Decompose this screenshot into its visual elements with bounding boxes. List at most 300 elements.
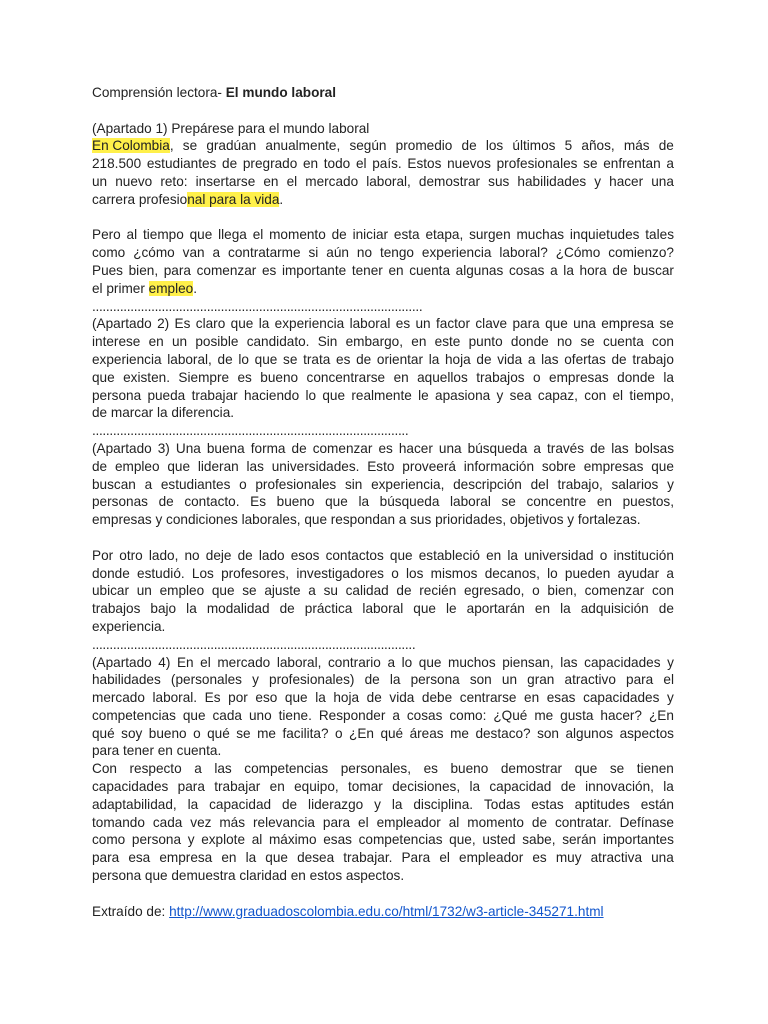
word: estudiantes <box>146 156 217 172</box>
word: laboral? <box>499 245 548 261</box>
document-body <box>92 120 674 885</box>
word: en <box>263 173 279 189</box>
word: la <box>507 547 518 563</box>
word: buscar <box>633 262 674 278</box>
word: explote <box>201 832 246 848</box>
word: al <box>448 814 460 830</box>
word: Pues <box>92 262 123 278</box>
word: de <box>476 351 492 367</box>
word: a <box>194 761 202 777</box>
word: haciendo <box>243 387 300 403</box>
word: aquellos <box>417 369 468 385</box>
word: la <box>187 796 199 812</box>
word: a <box>144 476 153 492</box>
word: de <box>92 458 108 474</box>
word: empresas <box>549 369 609 385</box>
word: un <box>501 672 518 688</box>
word: que <box>254 351 278 367</box>
word: (personales <box>170 672 242 688</box>
text-line <box>92 369 674 387</box>
word: vez <box>190 814 212 830</box>
word: promedio <box>395 138 453 154</box>
text-line: el primer empleo. <box>92 280 198 296</box>
word: lado <box>258 547 285 563</box>
word: mercado <box>305 173 359 189</box>
word: pueda <box>147 387 186 403</box>
word: como: <box>449 707 487 723</box>
word: y <box>594 173 602 189</box>
word: eso <box>255 690 278 706</box>
word: se <box>236 725 251 741</box>
word: adquisición <box>580 601 649 617</box>
word: bueno <box>260 369 299 385</box>
word: capacidades <box>92 779 169 795</box>
word: competencias <box>244 761 329 777</box>
word: que <box>413 601 436 617</box>
word: que <box>189 227 213 243</box>
word: es <box>336 351 351 367</box>
word: aptitudes <box>574 796 630 812</box>
word: experiencia, <box>371 476 445 492</box>
text-line <box>92 244 674 262</box>
word: trabajo <box>632 351 674 367</box>
word: hora <box>579 262 607 278</box>
text-line <box>92 155 674 173</box>
word: capacidades <box>584 654 661 670</box>
word: qué <box>207 725 230 741</box>
word: a <box>527 351 536 367</box>
word: 5 <box>564 138 573 154</box>
word: lo <box>305 387 317 403</box>
word: muy <box>555 850 582 866</box>
word: En <box>176 654 194 670</box>
word: gradúan <box>206 138 257 154</box>
word: donde <box>617 369 655 385</box>
word: de <box>237 547 253 563</box>
word: contratar. <box>554 814 612 830</box>
word: tengo <box>379 245 414 261</box>
blank-line <box>92 885 674 903</box>
text-line <box>92 831 674 849</box>
word: Con <box>92 761 117 777</box>
word: persona <box>131 832 182 848</box>
dotted-separator: ............................................................................................... <box>92 298 423 314</box>
text-line <box>92 493 674 511</box>
word: la <box>389 672 401 688</box>
word: qué <box>380 725 404 741</box>
word: trabajos <box>92 601 141 617</box>
word: personales, <box>340 761 411 777</box>
word: trabajos <box>476 369 525 385</box>
word: a <box>212 245 221 261</box>
word: bueno <box>276 494 315 510</box>
word: inquietudes <box>569 227 640 243</box>
text-line: (Apartado 1) Prepárese para el mundo laboral <box>92 120 370 136</box>
word: están <box>640 796 674 812</box>
word: Sin <box>317 334 338 350</box>
word: universidades. <box>271 458 360 474</box>
word: Pero <box>92 227 121 243</box>
word: embargo, <box>345 334 404 350</box>
word: insertarse <box>195 173 256 189</box>
word: del <box>530 476 549 492</box>
word: con <box>584 387 607 403</box>
word: personas <box>92 494 148 510</box>
word: esa <box>128 850 151 866</box>
word: vida <box>389 690 415 706</box>
word: tiene. <box>278 707 312 723</box>
word: proveerá <box>402 458 456 474</box>
highlighted-text: empleo <box>148 280 194 296</box>
word: o <box>335 725 343 741</box>
word: bueno <box>148 725 187 741</box>
text-line <box>92 671 674 689</box>
word: cada <box>212 707 242 723</box>
word: ubicar <box>92 583 130 599</box>
word: la <box>563 262 574 278</box>
word: con <box>651 583 674 599</box>
word: empleo <box>114 458 160 474</box>
word: que <box>211 583 235 599</box>
word: demostrar <box>500 761 563 777</box>
word: si <box>308 245 319 261</box>
word: Es <box>250 494 267 510</box>
word: los <box>406 565 424 581</box>
word: de <box>396 583 412 599</box>
word: pregrado <box>242 156 298 172</box>
word: de <box>461 138 477 154</box>
word: centrarse <box>459 690 517 706</box>
word: universidad <box>524 547 594 563</box>
word: se <box>182 138 198 154</box>
word: que <box>574 761 598 777</box>
word: cosas <box>508 262 545 278</box>
word: hacer <box>398 440 433 456</box>
word: Es <box>204 690 221 706</box>
word: es <box>395 316 411 332</box>
word: y <box>496 387 504 403</box>
word: (Apartado <box>92 440 152 456</box>
word: y <box>667 476 674 492</box>
word: que <box>651 458 674 474</box>
word: esas <box>546 690 576 706</box>
word: en <box>221 850 237 866</box>
word: últimos <box>512 138 556 154</box>
word: a <box>308 583 316 599</box>
word: clave <box>475 316 508 332</box>
word: son <box>537 725 559 741</box>
word: ofertas <box>564 351 606 367</box>
word: enfrentan <box>603 156 661 172</box>
word: la <box>315 690 326 706</box>
word: laboral, <box>167 351 212 367</box>
word: tomando <box>92 814 145 830</box>
word: cada <box>152 814 183 830</box>
word: tiempo <box>142 227 184 243</box>
word: a <box>387 654 396 670</box>
word: puestos, <box>622 494 674 510</box>
word: adaptabilidad, <box>92 796 177 812</box>
word: posible <box>195 334 239 350</box>
word: a <box>666 565 674 581</box>
word: decisiones, <box>392 779 461 795</box>
word: más <box>623 138 650 154</box>
word: de <box>356 351 372 367</box>
word: que <box>418 654 442 670</box>
word: debe <box>421 690 453 706</box>
word: hacer <box>609 173 644 189</box>
word: o <box>239 476 247 492</box>
word: calidad <box>345 583 389 599</box>
word: en <box>534 601 551 617</box>
word: lo <box>547 565 558 581</box>
text-line <box>92 600 674 618</box>
word: que <box>167 458 191 474</box>
word: de <box>658 138 674 154</box>
word: donde <box>510 334 549 350</box>
word: mercado <box>217 654 271 670</box>
text-line <box>92 262 674 280</box>
word: deje <box>205 547 232 563</box>
word: a <box>392 707 400 723</box>
source-link[interactable]: http://www.graduadoscolombia.edu.co/html/1732/w3-article-345271.html <box>169 903 604 919</box>
word: piensan, <box>502 654 554 670</box>
word: Por <box>92 547 114 563</box>
word: 3) <box>157 440 170 456</box>
word: interese <box>92 334 141 350</box>
word: profesionales) <box>269 672 355 688</box>
word: que <box>92 369 115 385</box>
word: trabajar. <box>343 850 393 866</box>
word: Responder <box>318 707 386 723</box>
word: descripción <box>453 476 522 492</box>
word: de <box>531 814 548 830</box>
word: según <box>349 138 387 154</box>
word: decanos, <box>484 565 540 581</box>
word: recién <box>419 583 457 599</box>
word: usted <box>482 832 516 848</box>
word: vida <box>497 351 523 367</box>
word: (Apartado <box>92 316 152 332</box>
word: contratarme <box>228 245 301 261</box>
word: sea <box>509 387 532 403</box>
word: gran <box>527 672 555 688</box>
text-line: para tener en cuenta. <box>92 743 222 759</box>
word: 2) <box>157 316 170 332</box>
word: capacidades <box>583 690 660 706</box>
word: práctica <box>304 601 353 617</box>
word: punto <box>468 334 503 350</box>
word: la <box>428 351 440 367</box>
word: este <box>434 334 461 350</box>
word: el <box>200 654 211 670</box>
word: empleador <box>376 814 441 830</box>
word: a <box>666 156 674 172</box>
word: el <box>663 672 674 688</box>
word: innovación, <box>585 779 654 795</box>
word: laboral <box>450 494 491 510</box>
word: pueden <box>564 565 611 581</box>
word: comenzar <box>312 440 373 456</box>
text-line <box>92 137 674 155</box>
word: realmente <box>351 387 412 403</box>
source-line <box>92 903 674 921</box>
word: empresa <box>601 316 655 332</box>
word: cuenta <box>602 334 644 350</box>
word: en <box>148 334 164 350</box>
word: años, <box>581 138 615 154</box>
word: en <box>486 547 502 563</box>
word: competencias <box>358 832 443 848</box>
word: de <box>364 672 380 688</box>
word: aspectos <box>619 725 674 741</box>
word: cosas <box>406 707 443 723</box>
word: la <box>258 316 270 332</box>
text-line: empresas y condiciones laborales, que respondan a sus prioridades, objetivos y fortalezas. <box>92 512 641 528</box>
word: facilita? <box>282 725 329 741</box>
text-line <box>92 778 674 796</box>
word: el <box>439 850 450 866</box>
word: Los <box>191 565 214 581</box>
word: a <box>550 262 558 278</box>
word: ¿Cómo <box>555 245 601 261</box>
word: la <box>391 796 403 812</box>
word: de <box>222 156 238 172</box>
word: es <box>423 761 438 777</box>
word: el <box>612 387 624 403</box>
word: una <box>651 173 674 189</box>
word: o <box>599 547 608 563</box>
word: esos <box>290 547 320 563</box>
word: estudiantes <box>160 476 231 492</box>
word: el <box>286 173 298 189</box>
word: me <box>450 725 469 741</box>
word: sabe, <box>522 832 556 848</box>
word: Defínase <box>619 814 674 830</box>
word: estableció <box>418 547 480 563</box>
word: son <box>469 672 492 688</box>
word: través <box>547 440 585 456</box>
word: empresa <box>159 850 213 866</box>
word: país. <box>372 156 402 172</box>
word: de <box>291 440 307 456</box>
word: momento <box>269 227 326 243</box>
word: las <box>214 761 232 777</box>
dotted-separator: ........................................................................................... <box>92 423 409 439</box>
word: laboral, <box>366 173 411 189</box>
word: soy <box>121 725 143 741</box>
word: para <box>163 262 191 278</box>
text-line: persona que demuestra claridad en estos aspectos. <box>92 868 405 884</box>
word: 218.500 <box>92 156 142 172</box>
word: una <box>438 440 462 456</box>
word: una <box>573 316 596 332</box>
text-line <box>92 565 674 583</box>
word: su <box>323 583 338 599</box>
word: en <box>411 334 427 350</box>
word: de <box>611 351 627 367</box>
word: bien, <box>547 583 577 599</box>
text-line <box>92 849 674 867</box>
text-line <box>92 547 674 565</box>
word: y <box>374 796 381 812</box>
word: que <box>230 316 254 332</box>
word: trabajo, <box>557 476 603 492</box>
word: experiencia <box>421 245 492 261</box>
word: comienzo? <box>608 245 674 261</box>
text-line <box>92 689 674 707</box>
word: empleador <box>459 850 524 866</box>
text-line <box>92 814 674 832</box>
word: qué <box>92 725 115 741</box>
word: apasiona <box>435 387 491 403</box>
word: de <box>279 601 295 617</box>
word: de <box>282 796 298 812</box>
word: o <box>391 565 399 581</box>
word: Una <box>175 440 201 456</box>
word: aportarán <box>466 601 525 617</box>
word: muchos <box>448 654 496 670</box>
word: se <box>501 494 516 510</box>
word: que <box>182 707 206 723</box>
title-prefix: Comprensión lectora- <box>92 85 226 100</box>
word: le <box>446 601 457 617</box>
word: llega <box>218 227 247 243</box>
word: las <box>541 351 559 367</box>
word: lo <box>401 654 413 670</box>
word: orientar <box>376 351 423 367</box>
word: nuevos <box>447 156 491 172</box>
word: la <box>245 850 257 866</box>
word: para <box>322 814 351 830</box>
text-line <box>92 476 674 494</box>
text-line: carrera profesional para la vida. <box>92 191 284 207</box>
word: comenzar <box>584 583 645 599</box>
text-line <box>92 707 674 725</box>
word: es <box>237 369 252 385</box>
blank-line <box>92 529 674 547</box>
word: relevancia <box>252 814 315 830</box>
word: sobre <box>541 458 576 474</box>
word: la <box>186 601 197 617</box>
text-line <box>92 333 674 351</box>
word: salarios <box>611 476 659 492</box>
word: van <box>182 245 205 261</box>
word: como <box>92 245 126 261</box>
word: y <box>187 832 195 848</box>
word: búsqueda <box>379 494 440 510</box>
word: se <box>659 316 674 332</box>
word: (Apartado <box>92 654 152 670</box>
text-line <box>92 654 674 672</box>
source-label: Extraído de: <box>92 903 170 919</box>
word: forma <box>250 440 286 456</box>
word: contacto. <box>184 494 240 510</box>
word: habilidades <box>517 173 587 189</box>
word: que <box>322 387 346 403</box>
word: bien, <box>128 262 159 278</box>
word: que, <box>449 832 476 848</box>
text-line <box>92 760 674 778</box>
word: las <box>560 654 578 670</box>
word: al <box>126 227 138 243</box>
text-line <box>92 387 674 405</box>
word: donde <box>92 565 130 581</box>
word: más <box>219 814 246 830</box>
word: sin <box>344 476 363 492</box>
word: concentre <box>526 494 587 510</box>
text-line: experiencia. <box>92 618 166 634</box>
